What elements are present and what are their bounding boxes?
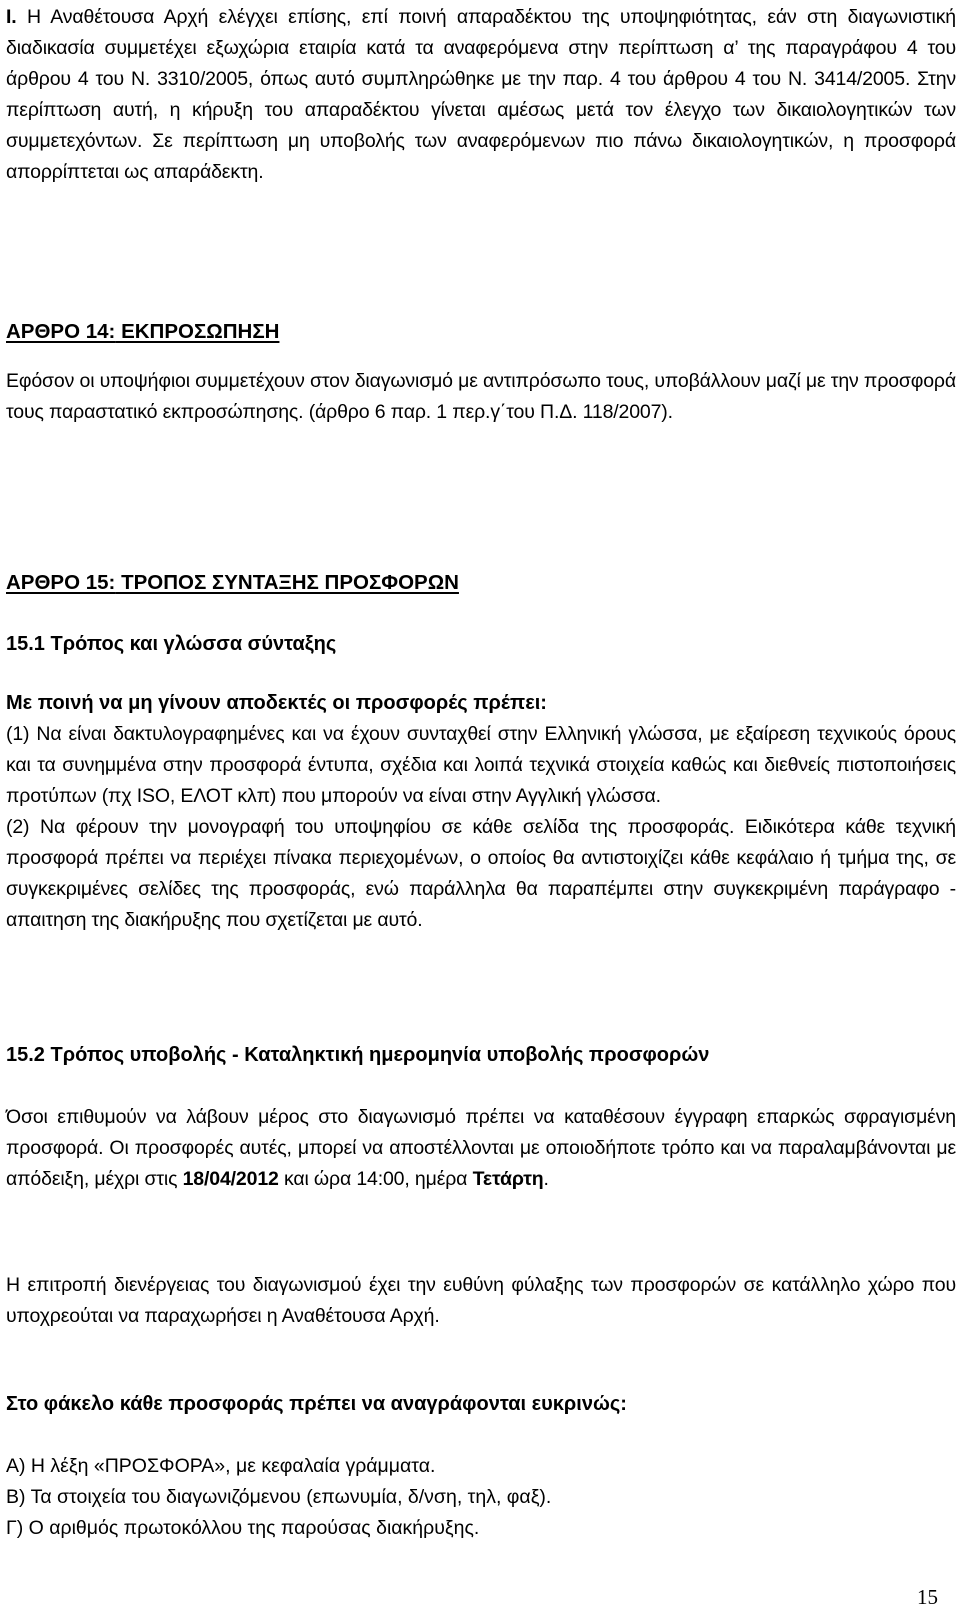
section-15-1-body (6, 688, 956, 936)
submission-end-punct: . (543, 1168, 549, 1190)
section-15-1-item-1: (1) Να είναι δακτυλογραφημένες και να έχουν συνταχθεί στην Ελληνική γλώσσα, με εξαίρεση τεχνικούς όρους και τα συνημμένα στην προσφορά έντυπα, σχέδια και λοιπά τεχνικά στοιχεία καθώς και διεθνείς πιστοποιήσεις προτύπων (πχ ISO, ΕΛΟΤ κλπ) που μπορούν να είναι στην Αγγλική γλώσσα. (6, 723, 956, 807)
section-15-2-paragraph-2: Η επιτροπή διενέργειας του διαγωνισμού έχει την ευθύνη φύλαξης των προσφορών σε κατάλληλο χώρο που υποχρεούται να παραχωρήσει η Αναθέτουσα Αρχή. (6, 1274, 956, 1327)
envelope-heading: Στο φάκελο κάθε προσφοράς πρέπει να αναγράφονται ευκρινώς: (6, 1393, 627, 1415)
section-15-2-heading: 15.2 Τρόπος υποβολής - Καταληκτική ημερομηνία υποβολής προσφορών (6, 1044, 710, 1066)
article-14-body: Εφόσον οι υποψήφιοι συμμετέχουν στον διαγωνισμό με αντιπρόσωπο τους, υποβάλλουν μαζί με την προσφορά τους παραστατικό εκπροσώπησης. (άρθρο 6 παρ. 1 περ.γ΄του Π.Δ. 118/2007). (6, 370, 956, 423)
article-14-heading (6, 316, 956, 347)
section-15-2-heading-block (6, 1040, 956, 1071)
article-14-body-block (6, 366, 956, 428)
intro-paragraph (6, 2, 956, 188)
page-number: 15 (917, 1585, 938, 1609)
submission-time-text: και ώρα 14:00, ημέρα (278, 1168, 473, 1190)
intro-paragraph-text: Η Αναθέτουσα Αρχή ελέγχει επίσης, επί ποινή απαραδέκτου της υποψηφιότητας, εάν στη διαγωνιστική διαδικασία συμμετέχει εξωχώρια εταιρία κατά τα αναφερόμενα στην περίπτωση α’ της παραγράφου 4 του άρθρου 4 του Ν. 3310/2005, όπως αυτό συμπληρώθηκε με την παρ. 4 του άρθρου 4 του Ν. 3414/2005. Στην περίπτωση αυτή, η κήρυξη του απαραδέκτου γίνεται αμέσως μετά τον έλεγχο των δικαιολογητικών των συμμετεχόντων. Σε περίπτωση μη υποβολής των αναφερόμενων πιο πάνω δικαιολογητικών, η προσφορά απορρίπτεται ως απαράδεκτη. (6, 6, 956, 183)
article-15-title: ΤΡΟΠΟΣ ΣΥΝΤΑΞΗΣ ΠΡΟΣΦΟΡΩΝ (115, 571, 459, 594)
article-15-number: ΑΡΘΡΟ 15: (6, 571, 116, 594)
submission-deadline-date: 18/04/2012 (182, 1168, 279, 1190)
section-15-1-heading-block (6, 629, 956, 660)
envelope-item-c: Γ) Ο αριθμός πρωτοκόλλου της παρούσας διακήρυξης. (6, 1517, 480, 1539)
article-15-heading (6, 567, 956, 598)
intro-paragraph-block (6, 2, 956, 188)
envelope-heading-block (6, 1389, 956, 1420)
article-14-heading-block (6, 316, 956, 347)
section-15-2-paragraph-1 (6, 1102, 956, 1195)
paragraph-lead-marker: Ι. (6, 6, 17, 28)
submission-text: Όσοι επιθυμούν να λάβουν μέρος στο διαγωνισμό πρέπει να καταθέσουν έγγραφη επαρκώς σφραγισμένη προσφορά. Οι προσφορές αυτές, μπορεί να αποστέλλονται με οποιοδήποτε τρόπο και να παραλαμβάνονται με απόδειξη, μέχρι στις (6, 1106, 956, 1190)
article-14-title: ΕΚΠΡΟΣΩΠΗΣΗ (115, 320, 280, 343)
article-14-number: ΑΡΘΡΟ 14: (6, 320, 116, 343)
section-15-1-intro: Με ποινή να μη γίνουν αποδεκτές οι προσφορές πρέπει: (6, 692, 547, 714)
section-15-1-item-2: (2) Να φέρουν την μονογραφή του υποψηφίου σε κάθε σελίδα της προσφοράς. Ειδικότερα κάθε τεχνική προσφορά πρέπει να περιέχει πίνακα περιεχομένων, ο οποίος θα αντιστοιχίζει κάθε κεφάλαιο ή τμήμα της, σε συγκεκριμένες σελίδες της προσφοράς, ενώ παράλληλα θα παραπέμπει στην συγκεκριμένη παράγραφο - απαιτηση της διακήρυξης που σχετίζεται με αυτό. (6, 816, 956, 931)
section-15-2-paragraph-2-block (6, 1270, 956, 1332)
submission-day: Τετάρτη (472, 1168, 544, 1190)
article-15-heading-block (6, 567, 956, 598)
envelope-list (6, 1451, 956, 1544)
section-15-2-paragraph-1-block (6, 1102, 956, 1195)
envelope-item-b: Β) Τα στοιχεία του διαγωνιζόμενου (επωνυμία, δ/νση, τηλ, φαξ). (6, 1486, 552, 1508)
section-15-1-heading: 15.1 Τρόπος και γλώσσα σύνταξης (6, 633, 337, 655)
envelope-item-a: Α) Η λέξη «ΠΡΟΣΦΟΡΑ», με κεφαλαία γράμματα. (6, 1455, 436, 1477)
